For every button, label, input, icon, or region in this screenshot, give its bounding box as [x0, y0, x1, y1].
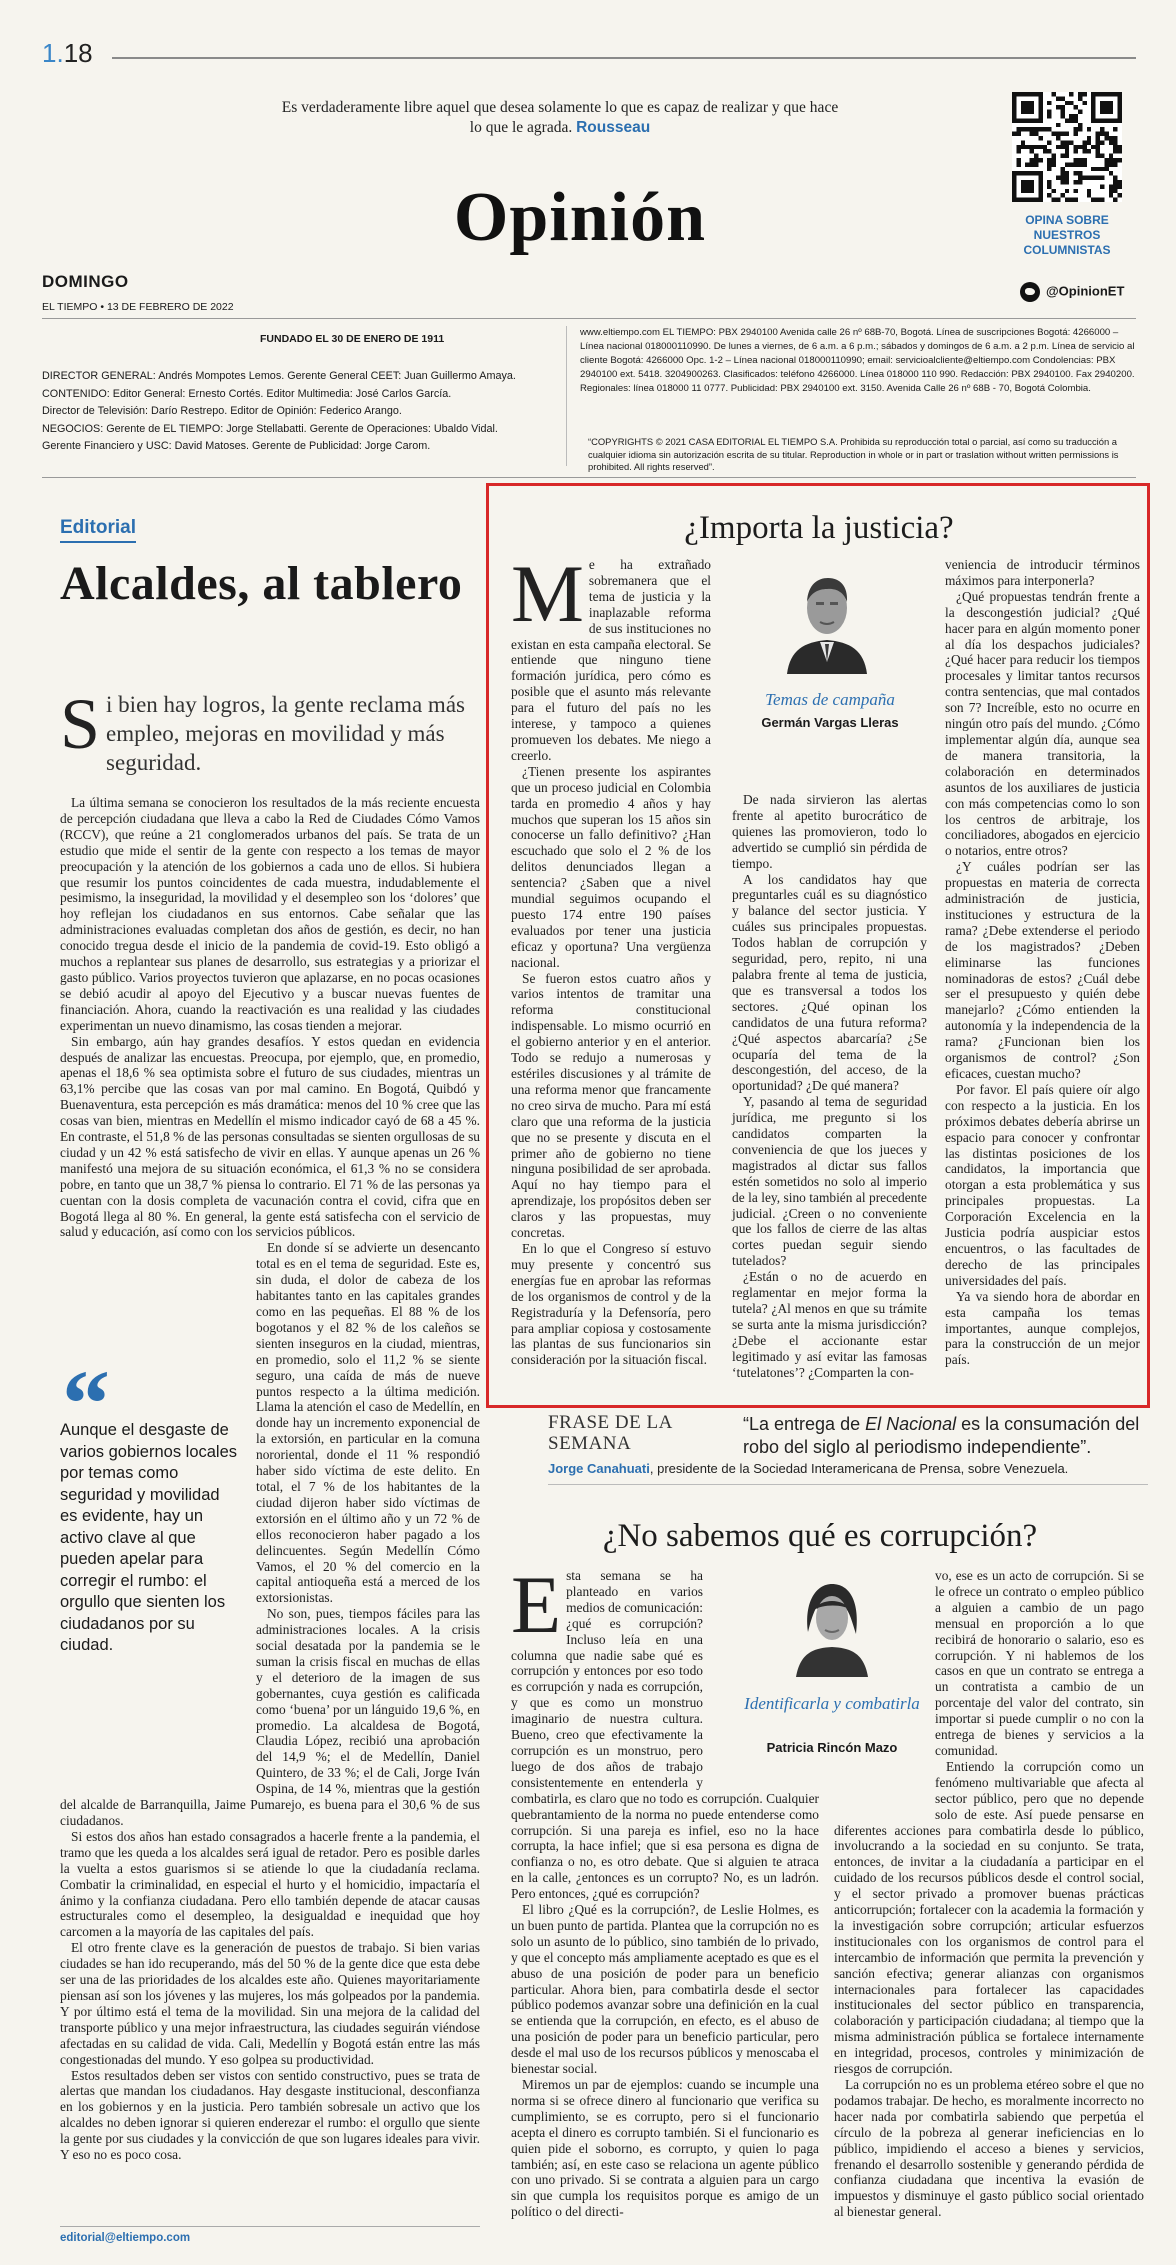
paragraph: Por favor. El país quiere oír algo con respecto a la justicia. En los próximos debates debería abrirse un espacio para conocer y confrontar las distintas posiciones de los candidatos, la importancia que otorgan a esta problemática y sus principales propuestas. La Corporación Excelencia en la Justicia podría auspiciar estos encuentros, o las facultades de derecho de las principales universidades del país. [945, 1081, 1140, 1288]
paragraph: A los candidatos hay que preguntarles cuál es su diagnóstico y balance del sector justicia. Y cuáles sus principales propuestas. Todos hablan de corrupción y seguridad, pero, repito, ni una palabra frente al tema de justicia, que es transversal a todos los sectores. ¿Qué opinan los candidatos de una futura reforma? ¿Qué aspectos abarcaría? ¿Se ocuparía del tema de la descongestión, del acceso, de la oportunidad? ¿De qué manera? [732, 871, 927, 1094]
paragraph: e ha extrañado sobremanera que el tema de justicia y la inaplazable reforma de sus instituciones no existan en esta campaña electoral. Se entiende que ninguno tiene formación jurídica, pero cómo es posible que el asunto más relevante para el futuro del país no les interese, y tampoco a quienes promueven los debates. Me niego a creerlo. [511, 557, 711, 763]
paragraph: En donde sí se advierte un desencanto total es en el tema de seguridad. Este es, sin duda, el dolor de cabeza de los habitantes tanto en las capitales grandes como en las pequeñas. El 88 % de los bogotanos y el 82 % de los caleños se sienten inseguros en la ciudad, mientras, en promedio, solo el 11,2 % se siente seguro, una caída de más de nueve puntos respecto a la última medición. Llama la atención el caso de Medellín, en donde hay un incremento exponencial de la extorsión, en particular en la comuna nororiental, donde el 11 % respondió haber sido víctima de este delito. En total, el 7 % de los habitantes de la ciudad dijeron haber sido víctimas de extorsión en el último año y un 72 % de ellos reconocieron haber pagado a los delincuentes. Según Medellín Cómo Vamos, el 20 % del comercio en la capital antioqueña está a merced de los extorsionistas. [256, 1240, 480, 1606]
justicia-title: ¿Importa la justicia? [684, 510, 954, 546]
twitter-handle[interactable] [1020, 282, 1124, 302]
frase-text-a: “La entrega de [743, 1414, 866, 1434]
corrupcion-column-1 [511, 1559, 819, 2248]
author-photo [782, 562, 872, 674]
paragraph: Entiendo la corrupción como un fenómeno multivariable que afecta al sector público, pero que no depende solo de este. Así puede pensarse en diferentes acciones para combatirla desde lo público, involucrando a la sociedad en su conjunto. Se trata, entonces, de invitar a la ciudadanía a participar en el cuidado de los recursos públicos desde el control social, y el sector privado a promover buenas prácticas anticorrupción; fortalecer con la academia la formación y la investigación sobre corrupción; articular esfuerzos institucionales con los organismos de control para el intercambio de información que permita la prevención y sanción efectiva; generar alianzas con organismos internacionales para fortalecer las capacidades institucionales del sector público en transparencia, colaboración y participación ciudadana; al tiempo que la misma administración pública se fortalece internamente en integridad, procesos, controles y minimización de riesgos de corrupción. [834, 1758, 1144, 2077]
paragraph: No son, pues, tiempos fáciles para las administraciones locales. A la crisis social desatada por la pandemia se le suman la crisis fiscal en muchas de ellas y el deterioro de la imagen de sus gobernantes, cuya gestión es calificada como ‘buena’ por un lánguido 19,6 %, en promedio. La alcaldesa de Bogotá, Claudia López, recibió una aprobación del 14,9 %; el de Medellín, Daniel Quintero, de 33 %; el de Cali, Jorge Iván Ospina, de 14 %, mientras que la gestión del alcalde de Barranquilla, Jaime Pumarejo, es buena para el 30,6 % de sus ciudadanos. [60, 1606, 480, 1828]
qr-code-icon[interactable] [1012, 92, 1122, 202]
corrupcion-title: ¿No sabemos qué es corrupción? [602, 1518, 1038, 1554]
paragraph: vo, ese es un acto de corrupción. Si se le ofrece un contrato o empleo público a alguien a cambio de un pago mensual en proporción a lo que recibirá de honorario o salario, eso es corrupción. Y ni hablemos de los casos en que un contrato se entrega a un contratista a cambio de un porcentaje del valor del contrato, sin importar si puede cumplir o no con la entrega de bienes y servicios a la comunidad. [935, 1568, 1144, 1758]
paragraph: El libro ¿Qué es la corrupción?, de Leslie Holmes, es un buen punto de partida. Plantea que la corrupción no es solo un asunto de lo público, sino también de lo privado, y que el concepto más ampliamente aceptado es que es el abuso de una posición de poder para un beneficio particular. Ahora bien, para combatirla desde el sector público podemos avanzar sobre una definición en la cual se entienda que la corrupción, en efecto, es el abuso de una posición de poder para un beneficio particular, pero desde el mal uso de los recursos públicos y menoscaba el bienestar social. [511, 1902, 819, 2077]
paragraph: Sin embargo, aún hay grandes desafíos. Y estos quedan en evidencia después de analizar las encuestas. Preocupa, por ejemplo, que, en promedio, apenas el 18,6 % sea optimista sobre el futuro de sus ciudades, mientras un 63,1% percibe que las cosas van por mal camino. En Bogotá, Quibdó y Buenaventura, esta percepción es más dramática: menos del 10 % cree que las cosas van bien, mientras en Medellín el mismo indicador cayó de 68 a 45 %. En contraste, el 51,8 % de las personas consultadas se sienten orgullosas de su ciudad y un 42 % está satisfecho de vivir en ellas. Y aunque apenas un 26 % manifestó una mejora de su situación económica, el 61,3 % no se considera pobre, en tanto que un 38,7 % piensa lo contrario. El 71 % de las personas ya cuentan con la dosis completa de vacunación contra el covid, cifra que en Bogotá llega al 80 %. En general, la gente está satisfecha con el servicio de salud y educación, así como con los servicios públicos. [60, 1033, 480, 1240]
paragraph: Ya va siendo hora de abordar en esta campaña los temas importantes, aunque complejos, para la construcción de un mejor país. [945, 1288, 1140, 1368]
header-quote-author: Rousseau [576, 119, 651, 136]
copyright: “COPYRIGHTS © 2021 CASA EDITORIAL EL TIEMPO S.A. Prohibida su reproducción total o parcial, así como su traducción a cualquier idioma sin autorización escrita de su titular. Reproduction in whole or in part or traslation without written permissions is prohibited. All rights reserved”. [588, 436, 1119, 472]
frase-text [743, 1413, 1143, 1459]
column-divider [566, 326, 567, 466]
quote-mark-icon: “ [62, 1350, 110, 1457]
justicia-column-1 [511, 548, 711, 1392]
editorial-dek [60, 684, 480, 777]
paragraph: ¿Qué propuestas tendrán frente a la descongestión judicial? ¿Qué hacer para en algún momento poner al día los despachos judiciales? ¿Qué hacer para reducir los tiempos procesales y limitar tantos recursos contra sentencias, que mal contados son 7? Increíble, esto no ocurre en ningún otro país del mundo. ¿Cómo implementar algún día, aunque sea de manera transitoria, la colaboración en determinados asuntos de los auxiliares de justicia con más competencias como lo son los centros de arbitraje, los conciliadores, abogados en ejercicio o notarios, entre otros? [945, 588, 1140, 859]
editorial-bottom-rule [60, 2226, 480, 2227]
paragraph: Y, pasando al tema de seguridad jurídica, me pregunto si los candidatos comparten la conveniencia de que los jueces y magistrados al dictar sus fallos estén sometidos no solo al imperio de la ley, sino también al precedente judicial. ¿Creen o no conveniente que los fallos de cierre de las altas cortes puedan seguir siendo tutelados? [732, 1094, 927, 1269]
corrupcion-author: Patricia Rincón Mazo [766, 1740, 898, 1755]
twitter-icon [1020, 282, 1040, 302]
editorial-email[interactable]: editorial@eltiempo.com [60, 2232, 191, 2244]
frase-text-em: El Nacional [865, 1414, 957, 1434]
masthead: Opinión [453, 179, 707, 256]
editorial-body [60, 795, 480, 2163]
paragraph: sta semana se ha planteado en varios medios de comunicación: ¿qué es corrupción? Incluso leía en una columna que nadie sabe qué es corrupción y entonces por eso todo es corrupción y nada es corrupción, y que es como un monstruo imaginario de nuestra cultura. Bueno, creo que efectivamente la corrupción es un monstruo, pero luego de dos años de trabajo consistentemente en entenderla y combatirla, es claro que no todo es corrupción. Cualquier quebrantamiento de la norma no puede entenderse como corrupción. Si una pareja es infiel, eso no la hace corrupta, la hace infiel; que si esa persona es digna de confianza o no, es otro debate. Que si alguien te atraca en la calle, ¿entonces es un corrupto? No, es un ladrón. Pero entonces, ¿qué es corrupción? [511, 1568, 819, 1902]
paragraph: ¿Están o no de acuerdo en reglamentar en mejor forma la tutela? ¿Al menos en que su trámite se surta ante la misma jurisdicción? ¿Debe el accionante estar legitimado y así evitar las famosas ‘tutelatones’? ¿Comparten la con- [732, 1269, 927, 1380]
date-label: EL TIEMPO • 13 DE FEBRERO DE 2022 [42, 301, 234, 313]
drop-cap: E [511, 1559, 562, 1650]
frase-rule [548, 1484, 1148, 1485]
frase-label: FRASE DE LA SEMANA [548, 1412, 672, 1454]
paragraph: En lo que el Congreso sí estuvo muy presente y concentró sus energías fue en aprobar las reformas de los organismos de control y de la Registraduría y la Defensoría, pero para ampliar copiosa y costosamente las plantas de sus funcionarios sin consideración por la situación fiscal. [511, 1240, 711, 1368]
paragraph: Se fueron estos cuatro años y varios intentos de tramitar una reforma constitucional indispensable. Lo mismo ocurrió en el gobierno anterior y en el anterior. Todo se redujo a numerosas y estériles discusiones y al trámite de una reforma menor que francamente no creo sirva de mucho. Para mí está claro que una reforma de la justicia que no se presente y discuta en el primer año de gobierno no tiene ninguna posibilidad de ser aprobada. Aquí no hay tiempo para el aprendizaje, los propósitos deben ser claros y las propuestas, muy concretas. [511, 970, 711, 1241]
photo-space [834, 1568, 929, 1813]
paragraph: La última semana se conocieron los resultados de la más reciente encuesta de percepción ciudadana que lleva a cabo la Red de Ciudades Cómo Vamos (RCCV), que reúne a 21 conglomerados urbanos del país. Se trata de un estudio que mide el sentir de la gente con respecto a los temas de mayor preocupación y la atención de los gobiernos a cada uno de ellos. Si hubiera que resumir los puntos coincidentes de cada muestra, indudablemente el pesimismo, la inseguridad, la movilidad y el desempleo son los ‘dolores’ que hoy reflejan los ciudadanos en sus entornos. Cabe señalar que las administraciones evaluadas completan dos años de gestión, es decir, no han conocido tregua desde el inicio de la pandemia de covid-19. Esto obligó a muchos a replantear sus planes de desarrollo, sus estrategias y a priorizar el gasto público. Varios proyectos tuvieron que aplazarse, en no pocas ocasiones se debió acudir al apoyo del Ejecutivo y a buscar nuevas fuentes de financiación. Ahora, cuando la reactivación es una realidad y las ciudades experimentan un nuevo dinamismo, las cosas tienden a mejorar. [60, 795, 480, 1033]
paragraph: De nada sirvieron las alertas frente al apetito burocrático de quienes las promovieron, todo lo advertido se cumplió sin pérdida de tiempo. [732, 792, 927, 871]
justicia-section: Temas de campaña [765, 690, 895, 709]
staff-line: CONTENIDO: Editor General: Ernesto Cortés. Editor Multimedia: José Carlos García. [42, 387, 452, 400]
editorial-pullquote: Aunque el desgaste de varios gobiernos locales por temas como seguridad y movilidad es evidente, hay un activo clave al que pueden apelar para corregir el rumbo: el orgullo que sienten los ciudadanos por su ciudad. [60, 1421, 238, 1654]
editorial-label: Editorial [60, 517, 136, 543]
corrupcion-column-2 [834, 1568, 1144, 2248]
paragraph: El otro frente clave es la generación de puestos de trabajo. Si bien varias ciudades se han ido recuperando, más del 50 % de la gente dice que esta debe ser una de las prioridades de los alcaldes este año. Quienes mayoritariamente piensan así son los jóvenes y las mujeres, los más golpeados por la pandemia. Y por último está el tema de la movilidad. Sin una mejora de la calidad del transporte público y una mejor infraestructura, las ciudades seguirán viéndose afectadas en su calidad de vida. Cali, Medellín y Bogotá están entre las más congestionadas del mundo. Y eso golpea su productividad. [60, 1940, 480, 2067]
header-rule-bottom [42, 477, 1136, 478]
staff-box [42, 368, 562, 456]
day-label: DOMINGO [42, 272, 129, 291]
corrupcion-section: Identificarla y combatirla [744, 1694, 920, 1713]
staff-line: NEGOCIOS: Gerente de EL TIEMPO: Jorge Stellabatti. Gerente de Operaciones: Ubaldo Vidal. [42, 422, 498, 435]
paragraph: veniencia de introducir términos máximos para interponerla? [945, 557, 1140, 588]
justicia-author: Germán Vargas Lleras [761, 715, 899, 730]
founded-line: FUNDADO EL 30 DE ENERO DE 1911 [260, 333, 445, 345]
paragraph: ¿Y cuáles podrían ser las propuestas en materia de correcta administración de justicia, instituciones y estructura de la rama? ¿Debe extenderse el periodo de los magistrados? ¿Deben eliminarse las funciones nominadoras de estos? ¿Cuál debe ser el presupuesto y quién debe manejarlo? ¿Cómo entienden la autonomía y la independencia de la rama? ¿Funcionan bien los organismos de control? ¿Son eficaces, cuestan mucho? [945, 859, 1140, 1081]
frase-text-b: es la consumación del robo del siglo al periodismo independiente”. [743, 1414, 1140, 1457]
paragraph: Estos resultados deben ser vistos con sentido constructivo, pues se trata de alertas que mandan los ciudadanos. Hay desgaste institucional, desconfianza en los gobiernos y en la justicia. Pero también sobresale un activo que los alcaldes no deben ignorar si quieren enderezar el rumbo: el orgullo que siente la gente por sus ciudades y la convicción de que son lugares ideales para vivir. Y eso no es poco cosa. [60, 2067, 480, 2163]
twitter-handle-text: @OpinionET [1046, 283, 1125, 299]
editorial-title: Alcaldes, al tablero [60, 557, 463, 610]
staff-line: DIRECTOR GENERAL: Andrés Mompotes Lemos. Gerente General CEET: Juan Guillermo Amaya. [42, 370, 516, 382]
paragraph: La corrupción no es un problema etéreo sobre el que no podamos trabajar. De hecho, es moralmente incorrecto no hacer nada por combatirla sabiendo que perpetúa el círculo de la pobreza al generar ineficiencias en lo público, impidiendo el acceso a bienes y servicios, frenando el desarrollo sostenible y generando pérdida de confianza ciudadana que incentiva la evasión de impuestos y disminuye el gasto público social orientado al bienestar general. [834, 2077, 1144, 2220]
frase-author-name: Jorge Canahuati [548, 1461, 650, 1476]
frase-author-role: , presidente de la Sociedad Interamericana de Prensa, sobre Venezuela. [649, 1461, 1069, 1476]
paragraph: Si estos dos años han estado consagrados a hacerle frente a la pandemia, el tramo que les queda a los alcaldes será igual de retador. Pero es posible darles la vuelta a estos guarismos si se atiende lo que la ciudadanía reclama. Combatir la criminalidad, en especial el hurto y el homicidio, impactaría el ánimo y la confianza ciudadana. Pero ello también depende de atacar causas estructurales como el desempleo, la desigualdad e inequidad que hoy carcomen a la mayoría de las capitales del país. [60, 1828, 480, 1940]
justicia-column-2 [732, 792, 927, 1392]
editorial-dek-text: i bien hay logros, la gente reclama más empleo, mejoras en movilidad y más seguridad. [106, 692, 465, 775]
header-quote-text: Es verdaderamente libre aquel que desea solamente lo que es capaz de realizar y que hace lo que le agrada. [281, 99, 839, 136]
drop-cap: M [511, 548, 584, 639]
qr-label: OPINA SOBRE NUESTROS COLUMNISTAS [1023, 213, 1111, 257]
justicia-column-3 [945, 557, 1140, 1392]
paragraph: ¿Tienen presente los aspirantes que un proceso judicial en Colombia tarda en promedio 4 años y hay muchos que superan los 15 años sin conocerse un fallo definitivo? ¿Han escuchado que solo el 2 % de los delitos denunciados llegan a sentencia? ¿Saben que a nivel mundial seguimos ocupando el puesto 174 entre 190 países evaluados por tener una justicia eficaz y oportuna? Una vergüenza nacional. [511, 763, 711, 970]
contact-info: www.eltiempo.com EL TIEMPO: PBX 2940100 Avenida calle 26 nº 68B-70, Bogotá. Línea de suscripciones Bogotá: 4266000 – Línea nacional 018000110990. De lunes a viernes, de 6 a.m. a 6 p.m.; sábados y domingos de 6 a.m. a 2 p.m. Línea de servicio al cliente Bogotá: 4266000 Opc. 1-2 – Línea nacional 018000110990; email: servicioalcliente@eltiempo.com Condolencias: PBX 2940100 ext. 5418. 3204900263. Clasificados: teléfono 4266000. Línea 018000 110 990. Redacción: PBX 2940100. Fax 2940200. Regionales: línea 018000 11 0777. Publicidad: PBX 2940100 ext. 3150. Avenida Calle 26 nº 68B - 70, Bogotá Colombia. [580, 327, 1135, 394]
header-rule [42, 318, 1136, 319]
top-rule [112, 57, 1136, 59]
page-number [42, 38, 93, 69]
page-section: 1. [42, 38, 64, 68]
frase-author [548, 1461, 1148, 1476]
staff-line: Director de Televisión: Darío Restrepo. Editor de Opinión: Federico Arango. [42, 405, 402, 417]
drop-cap: S [60, 684, 101, 764]
header-quote [280, 98, 840, 138]
staff-line: Gerente Financiero y USC: David Matoses. Gerente de Publicidad: Jorge Carom. [42, 440, 431, 452]
page-number-value: 18 [63, 38, 93, 68]
paragraph: Miremos un par de ejemplos: cuando se incumple una norma si se ofrece dinero al funcionario que verifica su cumplimiento, se es corrupto, pero si el funcionario acepta el dinero es corrupto también. Si el funcionario es quien pide el soborno, es corrupto, y quien lo paga también; así, en este caso se relaciona un agente público con uno privado. Si se contrata a alguien para un cargo sin que cumpla los requisitos porque es amigo de un político o del directi- [511, 2077, 819, 2220]
